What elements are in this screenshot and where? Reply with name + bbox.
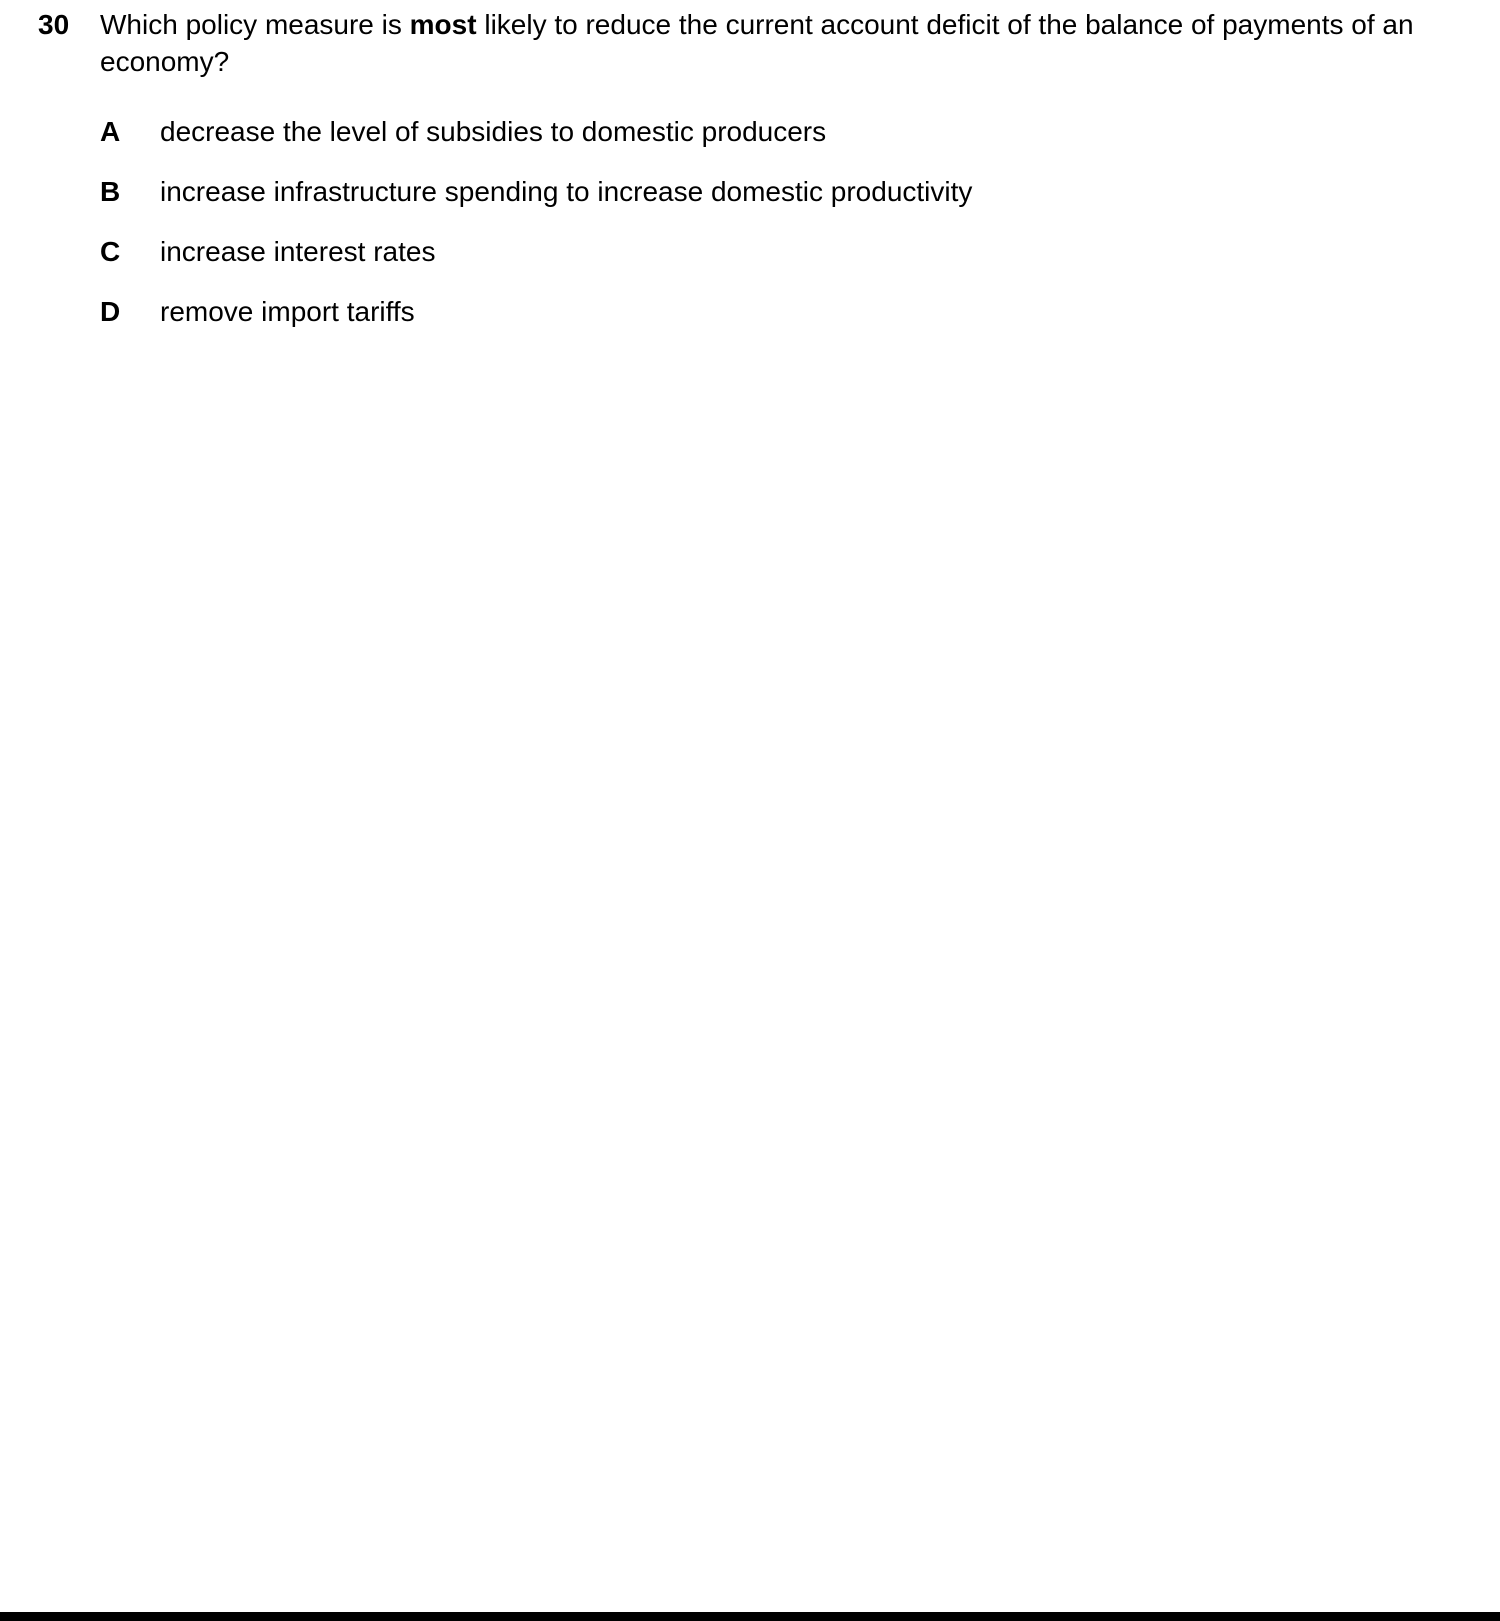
option-text: remove import tariffs (160, 296, 415, 327)
option-c[interactable] (100, 232, 1478, 292)
answer-options (100, 112, 1478, 352)
footer-bar (0, 1612, 1500, 1621)
option-text: increase infrastructure spending to increase domestic productivity (160, 176, 973, 207)
option-text: decrease the level of subsidies to domestic producers (160, 116, 827, 147)
question-text-before: Which policy measure is (100, 9, 410, 40)
question-text-emphasis: most (409, 9, 477, 40)
question-text (100, 6, 1440, 80)
question-row (38, 6, 1478, 80)
option-b[interactable] (100, 172, 1478, 232)
option-letter: C (100, 236, 121, 267)
option-letter: B (100, 176, 121, 207)
option-d[interactable] (100, 292, 1478, 352)
option-text: increase interest rates (160, 236, 436, 267)
option-letter: D (100, 296, 121, 327)
question-text-after: likely to reduce the current account deficit of the balance of payments of an economy? (100, 9, 1414, 77)
option-a[interactable] (100, 112, 1478, 172)
question-block (38, 6, 1478, 352)
question-number: 30 (38, 9, 70, 40)
option-letter: A (100, 116, 121, 147)
